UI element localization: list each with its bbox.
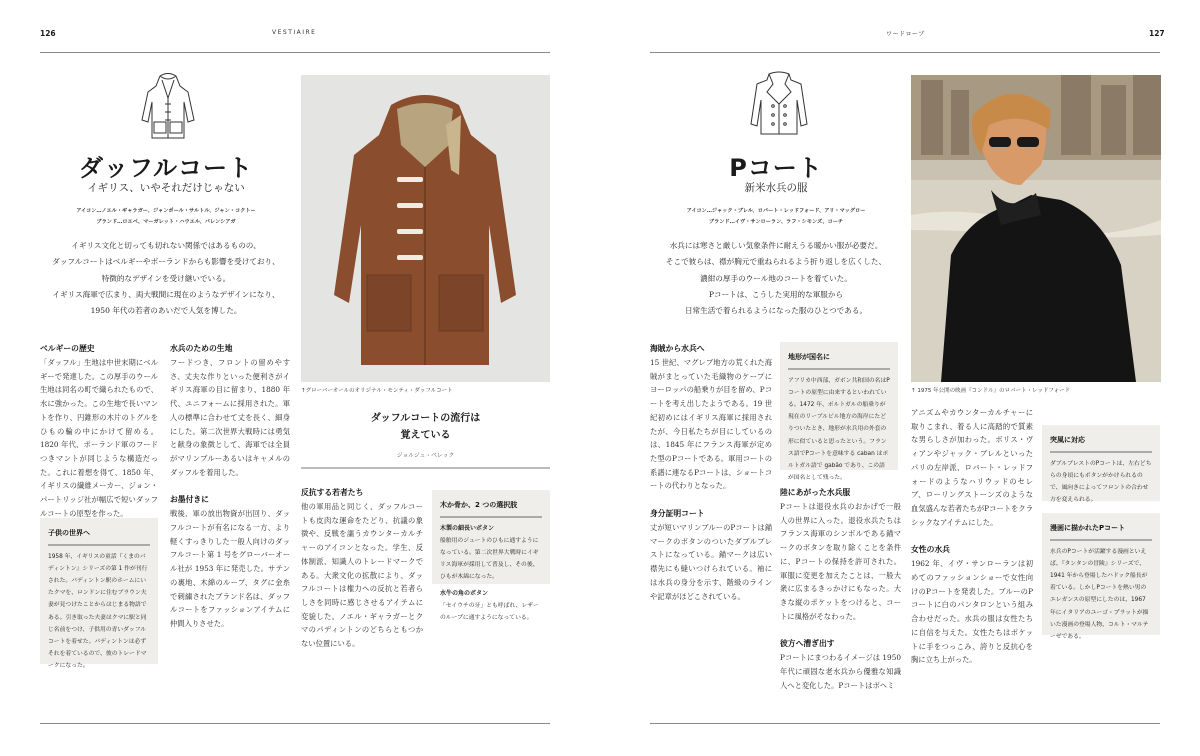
sidebar-box-manga (1042, 513, 1160, 640)
lead-line: イギリス文化と切っても切れない関係ではあるものの、 (71, 241, 261, 250)
credits-icons-right: アイコン…ジャック・ブレル、ロバート・レッドフォード、アリ・マッグロー (686, 208, 866, 214)
section-body: 1962 年、イヴ・サンローランは初めてのファッションショーで女性向けのPコートを発表した。ブルーのPコートに白のパンタロンという組み合わせだった。水兵の服は女性たちに自信を与えた。女性たちはポケットに手をつっこみ、誇りと反抗心を胸に立ち上がった。 (911, 559, 1033, 665)
box-body: 水兵のPコートが活躍する漫画といえば、『タンタンの冒険』シリーズで、1941 年から登場したハドック船長が着ている。しかしPコートを熱い男のエレガンスの原型にしたのは、1967 年にイタリアのユーゴ・プラットが描いた漫画の登場人物、コルト・マルテーゼである。 (1050, 549, 1149, 640)
section-heading: 身分証明コート (650, 509, 705, 519)
box-body: 1958 年、イギリスの童話『くまのパディントン』シリーズの第 1 作が刊行された。パディントン駅のホームにいたクマを、ロンドンに住むブラウン夫妻が見つけたことからはじまる物語である。引き取った夫妻はクマに駅と同じ名前をつけ、子供用の青いダッフルコートを着せた。パディントンは必ずそれを着ているので、彼のトレードマークになった。 (48, 554, 148, 669)
page-number-left: 126 (40, 29, 56, 38)
lead-paragraph-right (650, 238, 902, 319)
section-heading: 女性の水兵 (911, 545, 950, 555)
box-heading: 木か骨か、2 つの選択肢 (440, 499, 542, 518)
pea-coat-icon (747, 70, 811, 140)
top-rule-right (650, 52, 1160, 53)
pull-quote (301, 410, 550, 459)
box-heading: 子供の世界へ (48, 527, 150, 546)
section-body: 戦後、軍の放出物資が出回り、ダッフルコートが有名になる一方、より軽くすっきりした一般人向けのダッフルコート第 1 号をグローバーオール社が 1953 年に発売した。サテンの裏地、木綿のループ、タグに金糸で刺繍されたブランド名は、ダッフルコートをファッションアイテムに仲間入りさせた。 (170, 509, 290, 628)
box-subheading: 水牛の角のボタン (440, 589, 489, 597)
box-heading: 地形が国名に (788, 351, 890, 370)
lead-line: 特徴的なデザインを受け継いでいる。 (101, 273, 231, 283)
column-rebel-youth (301, 486, 423, 665)
section-body: 15 世紀、マグレブ地方の荒くれた海賊がまとっていた毛織物のケープにヨーロッパの船乗りが目を留め、Pコートを考え出したようである。19 世紀初めにはイギリス海軍に採用されたが、今日私たちが目にしているのは、1845 年にフランス海軍が定めた型のPコートである。軍用コートの系譜に連なるPコートは、ショートコートの代わりとなった。 (650, 358, 772, 491)
sidebar-box-toggles (432, 490, 550, 621)
quote-author: ジョルジュ・ペレック (396, 453, 455, 459)
quote-rule (301, 467, 550, 469)
duffle-coat-photo (301, 75, 550, 382)
column-belgium-history (40, 342, 158, 534)
credits-brands-right: ブランド…イヴ・サンローラン、ラフ・シモンズ、コーチ (708, 219, 844, 225)
section-body: 丈が短いマリンブルーのPコートは錨マークのボタンのついたダブルブレストになっている。錨マークは広い襟先にも縫いつけられている。袖には水兵の身分を示す、階級のラインや記章がほどこされている。 (650, 523, 772, 601)
section-body: フードつき、フロントの留めやすさ、丈夫な作りといった便利さがイギリス海軍の目に留まり、1880 年代、ユニフォームに採用された。軍人の標準に合わせて丈を長く、細身にした。第二次世界大戦時には勇気と献身の象徴として、海軍では全員がマリンブルーあるいはキャメルのダッフルを着用した。 (170, 358, 290, 477)
section-heading: お墨付きに (170, 495, 209, 505)
box-subheading: 木製の細長いボタン (440, 525, 495, 533)
quote-line-1: ダッフルコートの流行は (370, 413, 481, 424)
robert-redford-photo (911, 75, 1161, 382)
sidebar-box-wind (1042, 425, 1160, 504)
lead-line: 1950 年代の若者のあいだで人気を博した。 (90, 306, 242, 316)
section-body: Pコートは退役水兵のおかげで一般人の世界に入った。退役水兵たちはフランス海軍のシンボルである錨マークのボタンを取り除くことを条件に、Pコートの保持を許可された。軍服に変更を加えたことは、一般大衆に広まるきっかけにもなった。大きな縦のポケットをつけると、コートに風格がそなわった。 (780, 502, 901, 621)
article-title-pea-coat: Pコート (729, 154, 823, 182)
sidebar-box-gabon (780, 342, 898, 481)
credits-right (650, 206, 902, 228)
column-civilian (780, 486, 901, 706)
lead-line: そこで彼らは、襟が胸元で重ねられるよう折り返しを広くした、 (665, 257, 887, 267)
photo-caption-left: ↑グローバーオールのオリジナル・モンティ・ダッフルコート (301, 388, 453, 394)
lead-line: 日常生活で着られるようになった服のひとつである。 (684, 306, 868, 316)
lead-line: Pコートは、こうした実用的な軍服から (708, 289, 844, 299)
section-body: アニズムやカウンターカルチャーに取りこまれ、着る人に高踏的で質素な男らしさが加わった。ボリス・ヴィアンやジャック・ブレルといったパリの左岸派、ロバート・レッドフォードのようなハリウッドのセレブ、ローリングストーンズのような血気盛んな若者たちがPコートをクラシックなアイテムにした。 (911, 408, 1033, 527)
article-subtitle-left: イギリス、いやそれだけじゃない (87, 182, 245, 194)
box-body: 船舶用のジュートのひもに通すようになっている。第二次世界大戦時にイギリス海軍が採用して普及し、その後、ひもが木綿になった。 (440, 538, 539, 581)
section-heading: ベルギーの歴史 (40, 344, 95, 353)
bottom-rule-right (650, 723, 1160, 724)
credits-icons-left: アイコン…ノエル・ギャラガー、ジャンポール・サルトル、ジャン・コクトー (76, 208, 256, 214)
section-heading: 海賊から水兵へ (650, 344, 705, 353)
top-rule-left (40, 52, 550, 53)
box-body: 「セイウチの牙」とも呼ばれ、レザーのループに通すようになっている。 (440, 602, 539, 621)
section-heading: 反抗する若者たち (301, 488, 364, 497)
section-body: Pコートにまつわるイメージは 1950 年代に頑固な老水兵から優雅な知識人へと変化した。Pコートはボヘミ (780, 653, 901, 690)
running-head-right: ワードローブ (886, 31, 925, 38)
lead-line: イギリス海軍で広まり、両大戦間に現在のようなデザインになり、 (52, 289, 280, 299)
section-body: 「ダッフル」生地は中世末期にベルギーで発達した。この厚手のウール生地は同名の町で織られたもので、水に強かった。この生地で長いマントを作り、円錐形の木片のトグルをひもの輪の中にかけて留める。1820 年代、ポーランド軍のフードつきマントが同じような構造だった。これに着想を得て、1850 年、イギリスの繊維メーカー、ジョン・パートリッジ社が幅広で短いダッフルコートの原型を作った。 (40, 358, 158, 518)
photo-caption-right: ↑ 1975 年公開の映画『コンドル』のロバート・レッドフォード (911, 388, 1071, 394)
quote-line-2: 覚えている (400, 430, 451, 441)
bottom-rule-left (40, 723, 550, 724)
credits-left (40, 206, 292, 228)
section-heading: 水兵のための生地 (170, 344, 233, 353)
section-heading: 陸にあがった水兵服 (780, 488, 851, 497)
column-pirates (650, 342, 772, 617)
page-number-right: 127 (1149, 29, 1165, 38)
box-body: ダブルブレストのPコートは、左右どちらの身頃にもボタンがかけられるので、風向きによってフロントの合わせ方を変えられる。 (1050, 461, 1152, 504)
column-sailors (170, 342, 290, 645)
duffle-coat-icon (136, 72, 200, 142)
section-heading: 彼方へ漕ぎ出す (780, 639, 835, 649)
section-body: 他の軍用品と同じく、ダッフルコートも皮肉な運命をたどり、抗議の象徴や、反戦を謳うカウンターカルチャーのアイコンとなった。学生、反体制派、知識人のトレードマークである。大衆文化の拡散により、ダッフルコートは権力への反抗と若者らしさを同時に感じさせるアイテムに変貌した。ノエル・ギャラガーとクマのパディントンのどちらともつかない位置にいる。 (301, 502, 423, 649)
lead-line: ダッフルコートはベルギーやポーランドからも影響を受けており、 (52, 257, 280, 267)
sidebar-box-children (40, 518, 158, 669)
article-title-duffle-coat: ダッフルコート (78, 154, 254, 182)
column-bohemian (911, 406, 1033, 681)
lead-line: 水兵には寒さと厳しい気象条件に耐えうる暖かい服が必要だ。 (669, 241, 883, 250)
running-head-left: VESTIAIRE (272, 29, 317, 36)
box-heading: 漫画に描かれたPコート (1050, 522, 1152, 541)
lead-line: 濃紺の厚手のウール地のコートを着ていた。 (700, 273, 852, 283)
lead-paragraph-left (40, 238, 292, 319)
credits-brands-left: ブランド…ロエベ、マーガレット・ハウエル、バレンシアガ (96, 219, 236, 225)
article-subtitle-right: 新米水兵の服 (744, 182, 808, 194)
box-heading: 突風に対応 (1050, 434, 1152, 453)
box-body: アフリカ中西部、ガボン共和国の名はPコートの原型に由来するといわれている。1472 年、ポルトガルの船乗りが現在のリーブルビル地方の海岸にたどりついたとき、地形が水兵用の外套の形に似ていると思ったという。フランス語でPコートを意味する caban はポルトガル語で gabão であり、この語が国名として残った。 (788, 378, 890, 481)
